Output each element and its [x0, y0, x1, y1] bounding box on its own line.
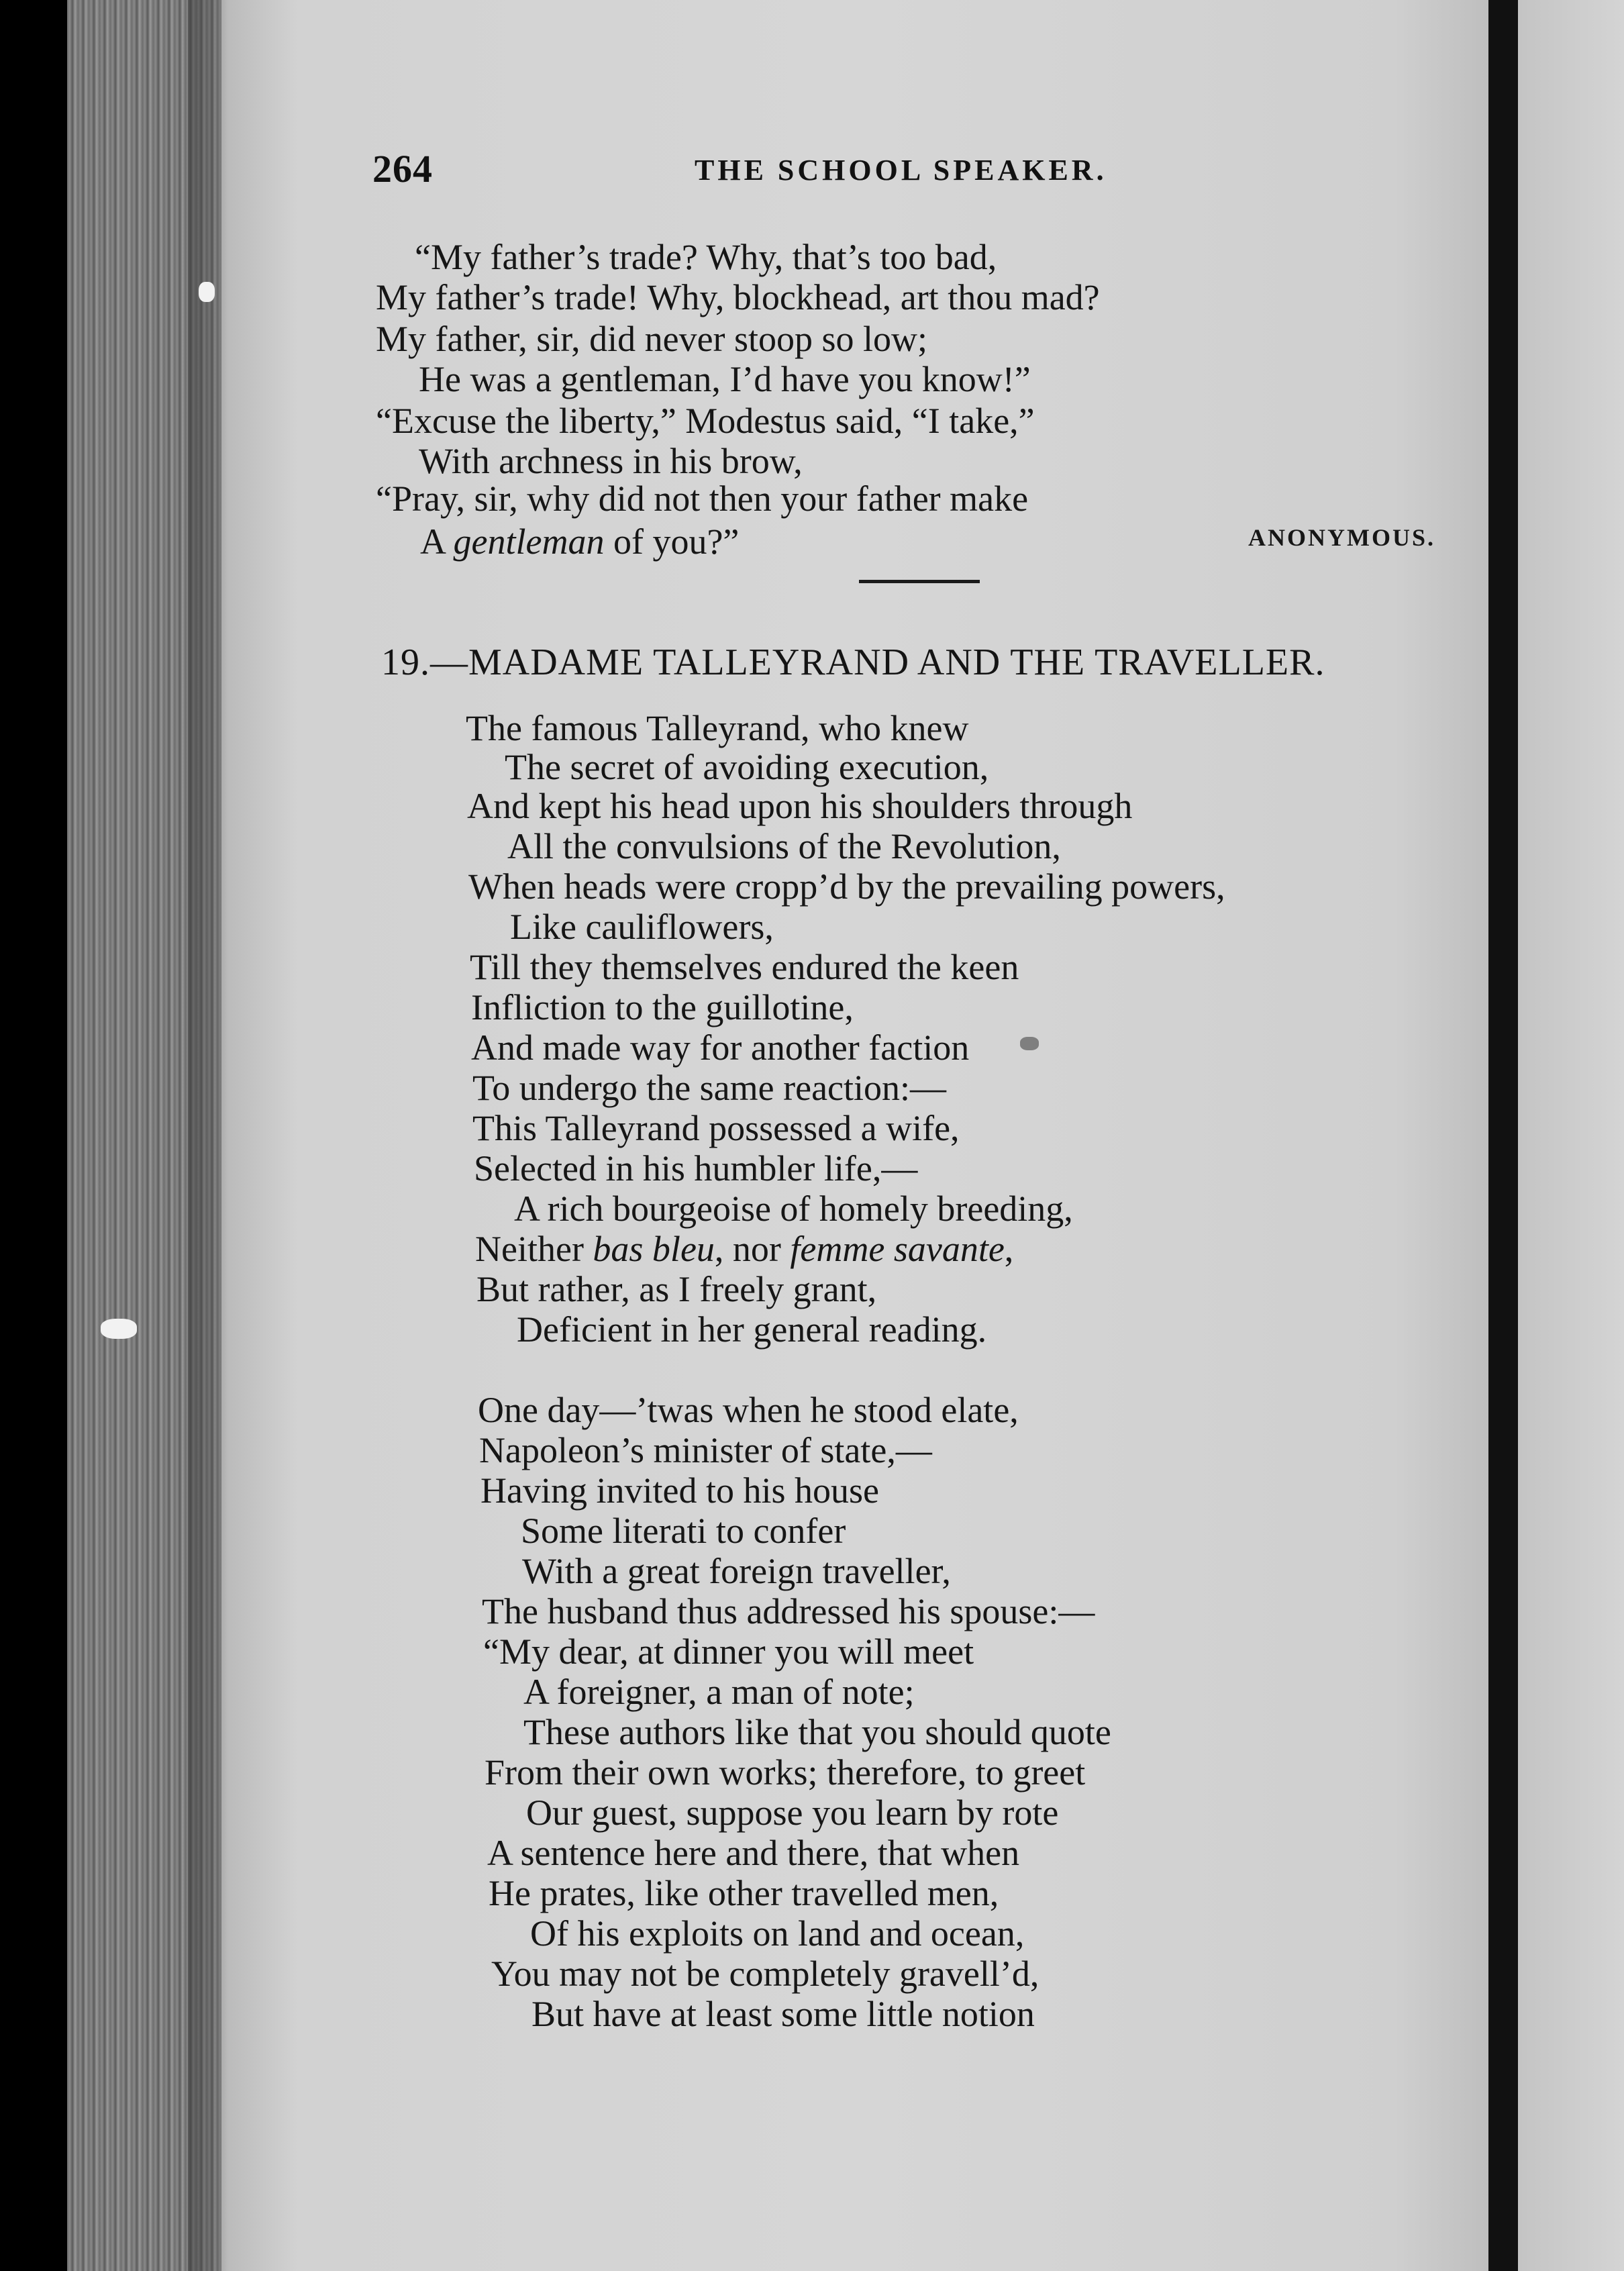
poem-line: The secret of avoiding execution,	[505, 747, 989, 787]
poem-line-italic-terms	[475, 1231, 1013, 1267]
poem-line: Of his exploits on land and ocean,	[530, 1913, 1025, 1954]
scan-speck	[199, 282, 215, 302]
poem-line: My father, sir, did never stoop so low;	[376, 319, 928, 359]
poem-line: “My dear, at dinner you will meet	[483, 1631, 974, 1672]
book-gutter	[1488, 0, 1519, 2271]
text-run: A	[420, 521, 454, 562]
scan-speck	[101, 1319, 137, 1339]
poem-line: He prates, like other travelled men,	[489, 1873, 999, 1913]
poem-line: Napoleon’s minister of state,—	[479, 1430, 932, 1470]
poem-line: And made way for another faction	[471, 1027, 970, 1068]
italic-phrase: bas bleu	[593, 1229, 715, 1269]
poem-line: From their own works; therefore, to greet	[485, 1752, 1086, 1793]
text-run: ,	[1004, 1229, 1014, 1269]
running-head: THE SCHOOL SPEAKER.	[695, 154, 1107, 187]
poem-line: My father’s trade! Why, blockhead, art thou mad?	[376, 277, 1100, 317]
poem-line: “Pray, sir, why did not then your father make	[376, 478, 1029, 519]
poem-line: Selected in his humbler life,—	[474, 1148, 918, 1189]
facing-page-sliver	[1518, 0, 1624, 2271]
poem-line: The famous Talleyrand, who knew	[466, 708, 969, 748]
poem-line: But have at least some little notion	[531, 1994, 1035, 2034]
poem-line-last	[420, 523, 739, 560]
poem-line: A foreigner, a man of note;	[523, 1672, 915, 1712]
poem-line: Infliction to the guillotine,	[471, 987, 854, 1027]
poem-line: When heads were cropp’d by the prevailing powers,	[468, 866, 1225, 907]
poem-line: Deficient in her general reading.	[517, 1309, 987, 1350]
italic-word: gentleman	[453, 521, 605, 562]
page-header	[372, 146, 1473, 200]
poem-line: This Talleyrand possessed a wife,	[472, 1108, 960, 1148]
poem-line: But rather, as I freely grant,	[476, 1269, 877, 1309]
poem-line: “Excuse the liberty,” Modestus said, “I take,”	[376, 401, 1035, 441]
poem-line: Having invited to his house	[480, 1470, 879, 1511]
poem-line: To undergo the same reaction:—	[472, 1068, 947, 1108]
poem-line: A rich bourgeoise of homely breeding,	[514, 1189, 1073, 1229]
poem-line: Till they themselves endured the keen	[470, 947, 1019, 987]
page-shadow	[188, 0, 228, 2271]
poem-title: 19.—MADAME TALLEYRAND AND THE TRAVELLER.	[381, 642, 1325, 683]
scan-speck	[1020, 1037, 1039, 1050]
section-divider	[859, 580, 980, 583]
poem-line: One day—’twas when he stood elate,	[478, 1390, 1019, 1430]
poem-line: With a great foreign traveller,	[522, 1551, 951, 1591]
poem-line: And kept his head upon his shoulders through	[467, 786, 1133, 826]
poem-line: He was a gentleman, I’d have you know!”	[419, 359, 1031, 399]
text-run: Neither	[475, 1229, 593, 1269]
poem-line: “My father’s trade? Why, that’s too bad,	[415, 237, 997, 277]
poem-line: Some literati to confer	[521, 1511, 846, 1551]
poem-line: Like cauliflowers,	[510, 907, 774, 947]
italic-phrase: femme savante	[790, 1229, 1005, 1269]
poem-line: With archness in his brow,	[419, 441, 803, 481]
poem-line: The husband thus addressed his spouse:—	[482, 1591, 1095, 1631]
page-number: 264	[372, 147, 433, 191]
poem-line: These authors like that you should quote	[523, 1712, 1111, 1752]
poem-line: You may not be completely gravell’d,	[491, 1954, 1039, 1994]
attribution: ANONYMOUS.	[1248, 524, 1435, 551]
text-run: of you?”	[604, 521, 740, 562]
poem-line: All the convulsions of the Revolution,	[507, 826, 1061, 866]
poem-line: Our guest, suppose you learn by rote	[526, 1793, 1059, 1833]
text-run: , nor	[714, 1229, 791, 1269]
poem-line: A sentence here and there, that when	[487, 1833, 1020, 1873]
